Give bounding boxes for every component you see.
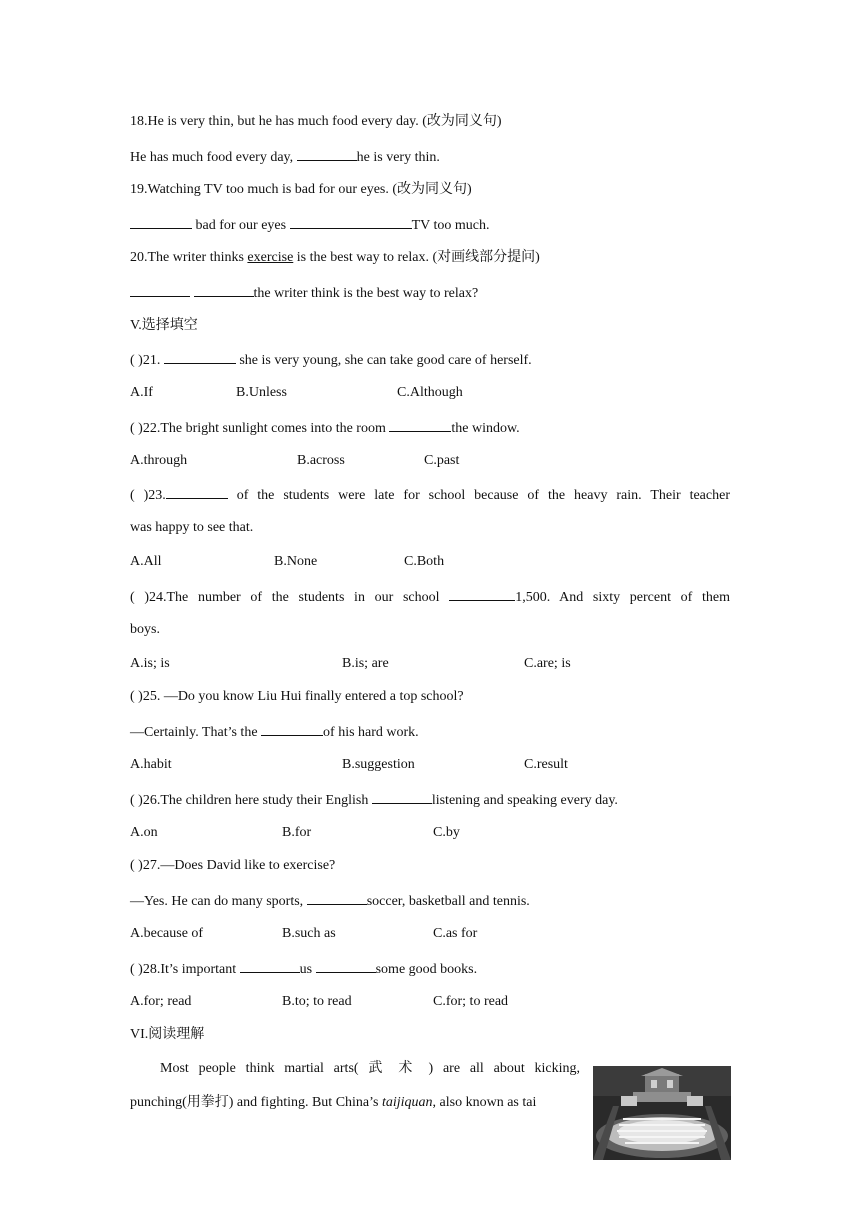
answer-text: he is very thin. (356, 150, 440, 165)
stem-text: she is very young, she can take good care of herself. (235, 353, 532, 368)
option-a[interactable]: A.on (130, 825, 158, 840)
option-a[interactable]: A.If (130, 385, 153, 400)
stem-text: ( )28.It’s important (130, 962, 240, 977)
answer-blank[interactable] (164, 350, 236, 364)
question-27-reply (130, 891, 530, 911)
question-25-stem: ( )25. —Do you know Liu Hui finally entered a top school? (130, 689, 464, 704)
italic-term: taijiquan (381, 1095, 433, 1110)
section-heading-multiple-choice: V.选择填空 (130, 318, 198, 333)
option-a[interactable]: A.because of (130, 926, 204, 941)
option-b[interactable]: B.such as (282, 926, 336, 941)
answer-blank[interactable] (316, 959, 376, 973)
answer-blank[interactable] (261, 722, 323, 736)
question-24-stem-continued: boys. (130, 622, 160, 637)
question-25-reply (130, 722, 419, 742)
answer-text: He has much food every day, (130, 150, 297, 165)
stem-text: of the students were late for school because of the heavy rain. Their teacher (227, 488, 730, 503)
answer-blank[interactable] (130, 215, 192, 229)
option-c[interactable]: C.by (433, 825, 460, 840)
answer-blank[interactable] (240, 959, 300, 973)
option-c[interactable]: C.Both (404, 554, 445, 569)
reading-text: , also known as tai (432, 1095, 537, 1110)
option-a[interactable]: A.for; read (130, 994, 192, 1009)
answer-blank[interactable] (130, 283, 190, 297)
option-c[interactable]: C.Although (397, 385, 463, 400)
stem-text: ( )22.The bright sunlight comes into the room (130, 421, 390, 436)
answer-text: the writer think is the best way to relax? (253, 286, 479, 301)
answer-blank[interactable] (372, 790, 432, 804)
question-18-prompt: 18.He is very thin, but he has much food every day. (改为同义句) (130, 114, 502, 129)
answer-text: TV too much. (411, 218, 490, 233)
option-c[interactable]: C.for; to read (433, 994, 509, 1009)
stem-text: the window. (451, 421, 520, 436)
option-a[interactable]: A.is; is (130, 656, 170, 671)
question-22-stem (130, 418, 520, 438)
option-a[interactable]: A.habit (130, 757, 172, 772)
option-a[interactable]: A.All (130, 554, 162, 569)
question-23-stem-continued: was happy to see that. (130, 520, 254, 535)
option-c[interactable]: C.past (424, 453, 460, 468)
section-heading-reading: VI.阅读理解 (130, 1027, 205, 1042)
reply-text: soccer, basketball and tennis. (366, 894, 530, 909)
reply-text: —Certainly. That’s the (130, 725, 262, 740)
question-18-answer-line (130, 147, 440, 167)
stem-text: some good books. (375, 962, 478, 977)
answer-blank[interactable] (290, 215, 412, 229)
answer-blank[interactable] (389, 418, 451, 432)
question-19-answer-line (130, 215, 489, 235)
prompt-text: is the best way to relax. (对画线部分提问) (293, 250, 540, 265)
option-c[interactable]: C.as for (433, 926, 478, 941)
stem-text: 1,500. And sixty percent of them (515, 590, 730, 605)
reading-paragraph-line-2 (130, 1094, 536, 1112)
prompt-text: 20.The writer thinks (130, 250, 248, 265)
option-b[interactable]: B.Unless (236, 385, 287, 400)
underlined-word: exercise (247, 250, 294, 265)
reply-text: —Yes. He can do many sports, (130, 894, 307, 909)
answer-blank[interactable] (166, 485, 228, 499)
option-b[interactable]: B.None (274, 554, 318, 569)
option-c[interactable]: C.are; is (524, 656, 571, 671)
reading-text: punching(用拳打) and fighting. But China’s (130, 1095, 382, 1110)
taijiquan-performance-photo (593, 1066, 731, 1160)
reading-paragraph-line-1: Most people think martial arts( 武 术 ) are all about kicking, (160, 1061, 580, 1076)
reply-text: of his hard work. (323, 725, 419, 740)
stem-text: ( )21. (130, 353, 164, 368)
stem-text: us (299, 962, 316, 977)
answer-blank[interactable] (194, 283, 254, 297)
question-23-stem (130, 485, 730, 505)
question-20-prompt (130, 249, 540, 267)
option-b[interactable]: B.is; are (342, 656, 389, 671)
stem-text: listening and speaking every day. (431, 793, 618, 808)
stem-text: ( )24.The number of the students in our school (130, 590, 450, 605)
option-a[interactable]: A.through (130, 453, 188, 468)
answer-blank[interactable] (307, 891, 367, 905)
option-c[interactable]: C.result (524, 757, 568, 772)
question-26-stem (130, 790, 618, 810)
option-b[interactable]: B.across (297, 453, 345, 468)
question-21-stem (130, 350, 532, 370)
question-27-stem: ( )27.—Does David like to exercise? (130, 858, 336, 873)
option-b[interactable]: B.to; to read (282, 994, 352, 1009)
stem-text: ( )26.The children here study their English (130, 793, 372, 808)
stem-text: ( )23. (130, 488, 166, 503)
question-20-answer-line (130, 283, 478, 303)
option-b[interactable]: B.for (282, 825, 312, 840)
answer-text: bad for our eyes (192, 218, 290, 233)
question-19-prompt: 19.Watching TV too much is bad for our eyes. (改为同义句) (130, 182, 472, 197)
answer-blank[interactable] (449, 587, 515, 601)
question-28-stem (130, 959, 477, 979)
answer-blank[interactable] (297, 147, 357, 161)
question-24-stem (130, 587, 730, 607)
option-b[interactable]: B.suggestion (342, 757, 415, 772)
